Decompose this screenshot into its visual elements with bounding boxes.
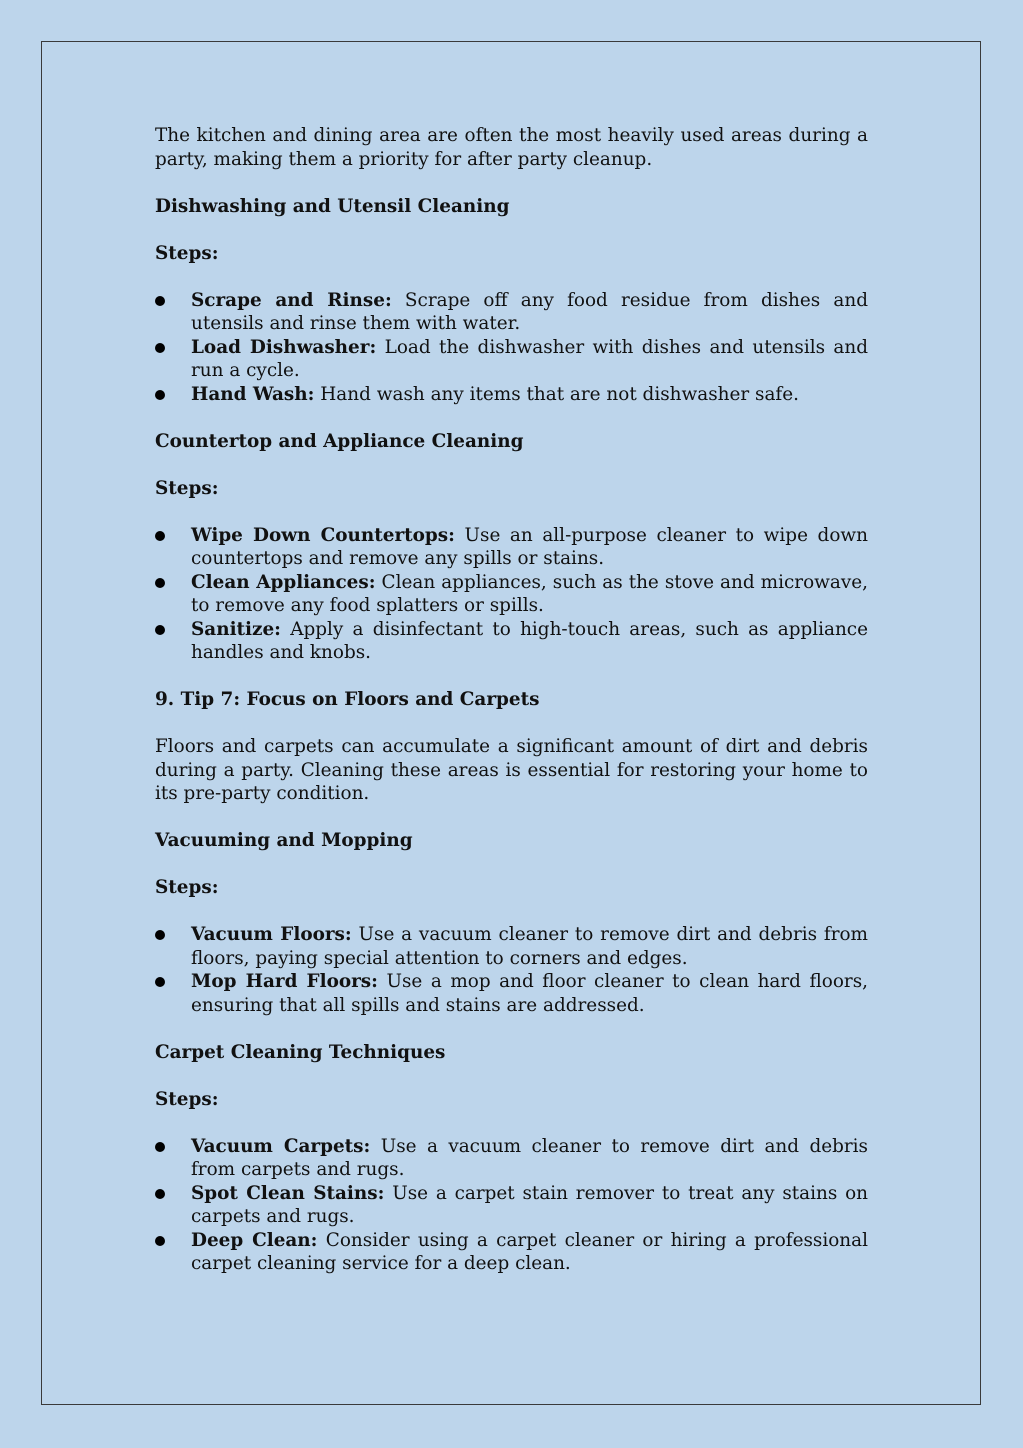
step-term: Load Dishwasher: <box>191 336 377 358</box>
step-text: Use an all-purpose cleaner to wipe down countertops and remove any spills or stains. <box>191 524 868 569</box>
step-term: Vacuum Carpets: <box>191 1135 371 1157</box>
steps-list-carpet <box>155 1135 868 1276</box>
tip-paragraph: Floors and carpets can accumulate a significant amount of dirt and debris during a party. Cleaning these areas is essential for restoring your home to its pre-party condition. <box>155 736 868 804</box>
step-term: Deep Clean: <box>191 1229 318 1251</box>
list-item <box>155 970 868 1017</box>
bullet-icon <box>155 578 165 588</box>
step-text: Hand wash any items that are not dishwasher safe. <box>314 383 799 405</box>
tip-heading: 9. Tip 7: Focus on Floors and Carpets <box>155 689 540 710</box>
list-item <box>155 1135 868 1182</box>
step-term: Mop Hard Floors: <box>191 971 378 992</box>
step-term: Spot Clean Stains: <box>191 1182 385 1204</box>
step-text: Use a carpet stain remover to treat any stains on carpets and rugs. <box>191 1182 868 1227</box>
step-term: Scrape and Rinse: <box>191 289 392 311</box>
step-text: Apply a disinfectant to high-touch areas, such as appliance handles and knobs. <box>191 618 868 663</box>
step-text: Use a vacuum cleaner to remove dirt and debris from carpets and rugs. <box>191 1135 868 1180</box>
step-text: Load the dishwasher with dishes and utensils and run a cycle. <box>191 336 868 381</box>
steps-label: Steps: <box>155 477 219 499</box>
list-item <box>155 383 868 407</box>
step-text: Use a mop and floor cleaner to clean hard floors, ensuring that all spills and stains are addressed. <box>191 971 868 1016</box>
list-item <box>155 289 868 336</box>
bullet-icon <box>155 1236 165 1246</box>
list-item <box>155 336 868 383</box>
bullet-icon <box>155 1189 165 1199</box>
bullet-icon <box>155 977 165 987</box>
list-item <box>155 1182 868 1229</box>
list-item <box>155 923 868 970</box>
intro-paragraph: The kitchen and dining area are often the most heavily used areas during a party, making them a priority for after party cleanup. <box>155 125 868 170</box>
list-item <box>155 618 868 665</box>
document-content <box>155 124 868 1299</box>
steps-list-countertop <box>155 524 868 665</box>
section-heading-dishwashing: Dishwashing and Utensil Cleaning <box>155 195 510 217</box>
bullet-icon <box>155 531 165 541</box>
steps-label: Steps: <box>155 242 219 264</box>
list-item <box>155 524 868 571</box>
step-term: Clean Appliances: <box>191 571 376 593</box>
bullet-icon <box>155 1142 165 1152</box>
bullet-icon <box>155 625 165 635</box>
step-text: Use a vacuum cleaner to remove dirt and debris from floors, paying special attention to corners and edges. <box>191 924 868 969</box>
bullet-icon <box>155 296 165 306</box>
section-heading-carpet: Carpet Cleaning Techniques <box>155 1041 446 1063</box>
step-term: Hand Wash: <box>191 383 315 405</box>
step-text: Scrape off any food residue from dishes and utensils and rinse them with water. <box>191 289 868 334</box>
step-term: Vacuum Floors: <box>191 924 352 945</box>
bullet-icon <box>155 930 165 940</box>
list-item <box>155 1229 868 1276</box>
steps-list-vacuuming <box>155 923 868 1017</box>
steps-list-dishwashing <box>155 289 868 407</box>
steps-label: Steps: <box>155 877 219 898</box>
bullet-icon <box>155 343 165 353</box>
section-heading-vacuuming: Vacuuming and Mopping <box>155 830 413 851</box>
list-item <box>155 571 868 618</box>
step-text: Clean appliances, such as the stove and microwave, to remove any food splatters or spills. <box>191 571 868 616</box>
step-text: Consider using a carpet cleaner or hiring a professional carpet cleaning service for a deep clean. <box>191 1229 868 1274</box>
step-term: Wipe Down Countertops: <box>191 524 455 546</box>
bullet-icon <box>155 390 165 400</box>
steps-label: Steps: <box>155 1088 219 1110</box>
step-term: Sanitize: <box>191 618 281 640</box>
section-heading-countertop: Countertop and Appliance Cleaning <box>155 430 524 452</box>
